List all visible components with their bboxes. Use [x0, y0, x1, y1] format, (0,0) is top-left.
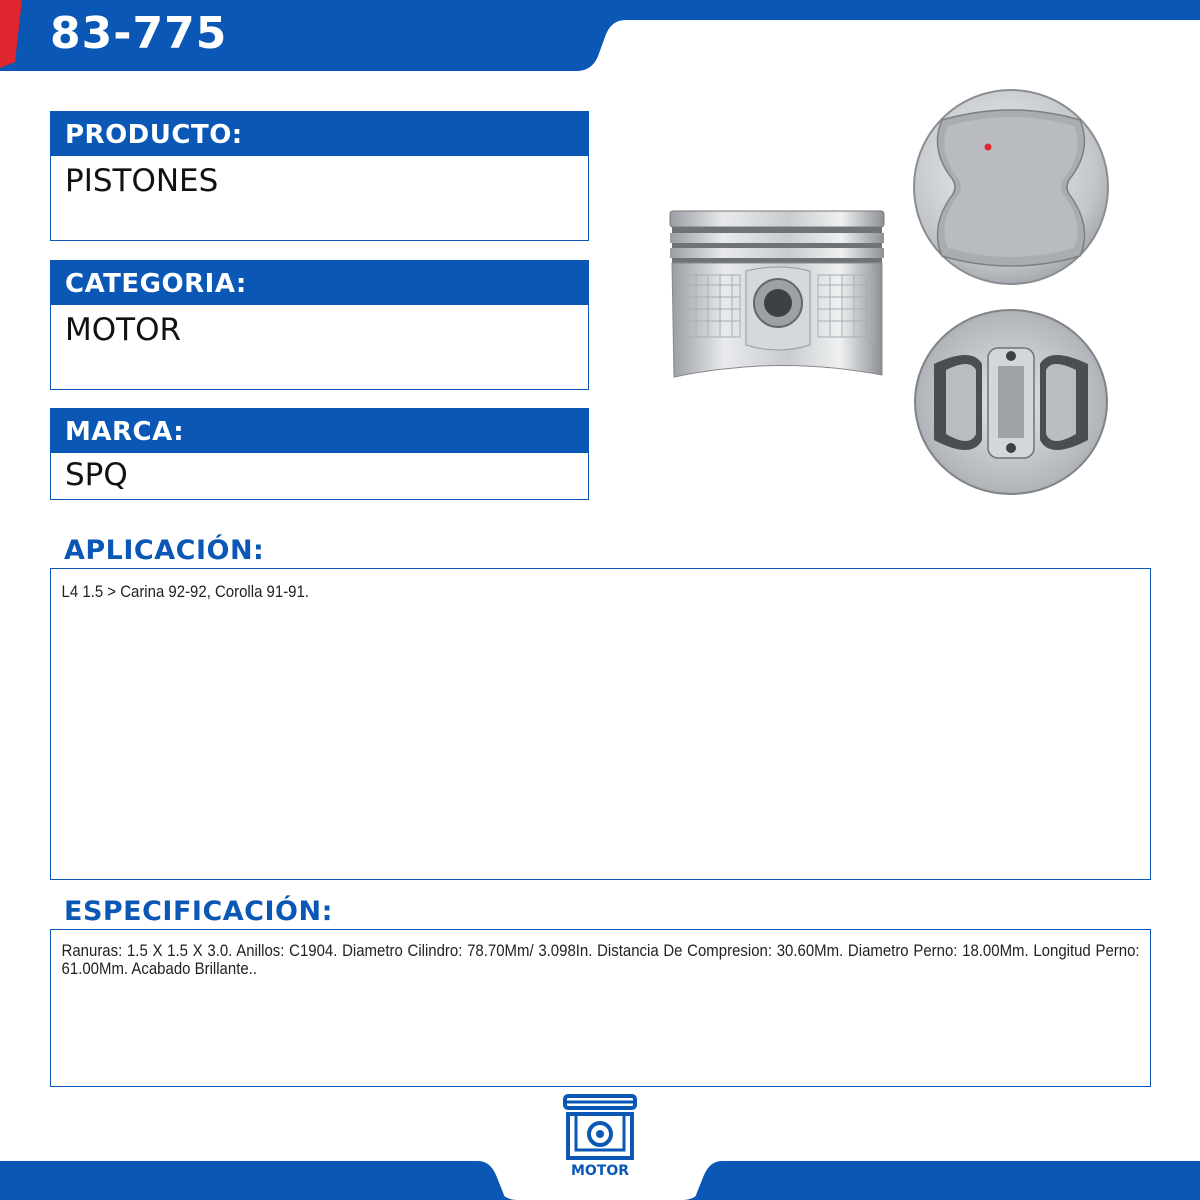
piston-top-photo: [912, 88, 1110, 286]
categoria-box: [50, 260, 589, 390]
especificacion-box: [50, 929, 1151, 1087]
aplicacion-text: L4 1.5 > Carina 92-92, Corolla 91-91.: [61, 582, 309, 601]
aplicacion-title: APLICACIÓN:: [64, 535, 265, 566]
producto-box: [50, 111, 589, 241]
marca-label: MARCA:: [51, 409, 588, 453]
footer-motor-label: MOTOR: [540, 1162, 660, 1184]
piston-side-photo: [668, 205, 888, 383]
marca-value: SPQ: [65, 457, 128, 493]
producto-value: PISTONES: [65, 163, 219, 199]
producto-label: PRODUCTO:: [51, 112, 588, 156]
aplicacion-box: [50, 568, 1151, 880]
piston-engine-icon: [562, 1092, 638, 1162]
categoria-value: MOTOR: [65, 312, 182, 348]
categoria-label: CATEGORIA:: [51, 261, 588, 305]
part-number: 83-775: [50, 8, 228, 59]
piston-bottom-photo: [912, 308, 1110, 496]
marca-box: [50, 408, 589, 500]
especificacion-text: Ranuras: 1.5 X 1.5 X 3.0. Anillos: C1904. Diametro Cilindro: 78.70Mm/ 3.098In. Distancia De Compresion: 30.60Mm. Diametro Perno: 18.00Mm. Longitud Perno: 61.00Mm. Acabado Brillante..: [61, 941, 1140, 978]
especificacion-title: ESPECIFICACIÓN:: [64, 896, 333, 927]
